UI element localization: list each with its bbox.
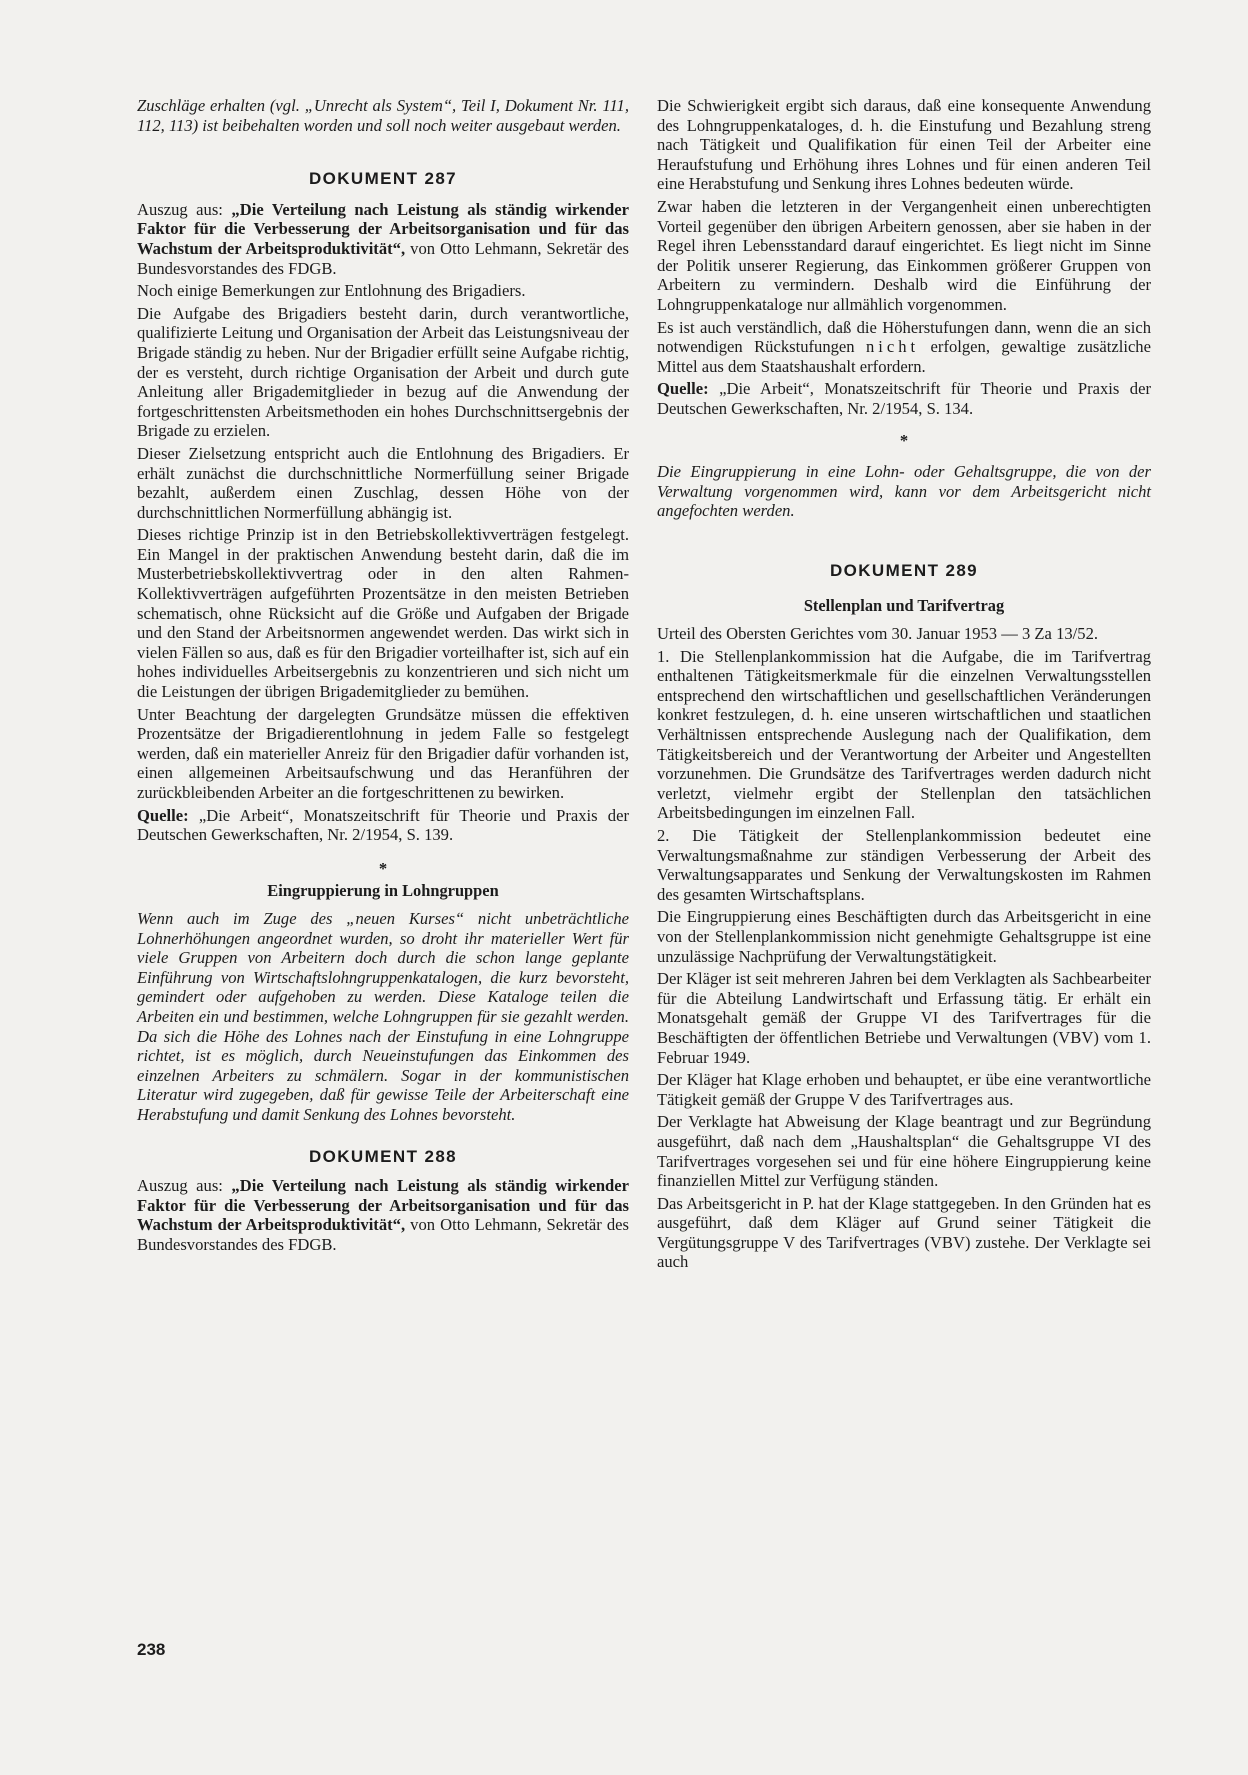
intro-paragraph: Zuschläge erhalten (vgl. „Unrecht als System“, Teil I, Dokument Nr. 111, 112, 113) ist beibehalten worden und soll noch weiter ausgebaut werden.	[137, 96, 629, 135]
source-label: Auszug aus:	[137, 1176, 223, 1196]
right-quelle	[657, 379, 1151, 418]
dokument-287-paragraph-5: Unter Beachtung der dargelegten Grundsätze müssen die effektiven Prozentsätze der Brigadierentlohnung in jedem Falle so festgelegt werden, daß ein materieller Anreiz für den Brigadier dafür vorhanden ist, einen allgemeinen Arbeitsaufschwung und das Heranführen der zurückbleibenden Arbeiter an die fortgeschrittenen zu bewirken.	[137, 704, 629, 802]
source-title: „Die Verteilung nach Leistung als ständig wirkender Faktor für die Verbesserung der Arbeitsorganisation und für das Wachstum der Arbeitsproduktivität“,	[137, 199, 630, 258]
ruling-point-1: 1. Die Stellenplankommission hat die Aufgabe, die im Tarifvertrag enthaltenen Tätigkeitsmerkmale für die einzelnen Verwaltungsstellen entsprechend den wirtschaftlichen und gesellschaftlichen Veränderungen konkret festzulegen, d. h. eine unseren wirtschaftlichen und staatlichen Verhältnissen entsprechende Auslegung nach der Qualifikation, dem Tätigkeitsbereich und der Verantwortung der Arbeiter und Angestellten vorzunehmen. Die Grundsätze des Tarifvertrages werden dadurch nicht verletzt, vielmehr ergibt der Stellenplan den tatsächlichen Arbeitsbedingungen im einzelnen Fall.	[657, 646, 1151, 823]
dokument-287-paragraph-1: Noch einige Bemerkungen zur Entlohnung des Brigadiers.	[137, 281, 526, 301]
quelle-text: „Die Arbeit“, Monatszeitschrift für Theorie und Praxis der Deutschen Gewerkschaften, Nr. 2/1954, S. 134.	[657, 379, 1151, 418]
ruling-paragraph-6: Der Verklagte hat Abweisung der Klage beantragt und zur Begründung ausgeführt, daß nach dem „Haushaltsplan“ die Gehaltsgruppe VI des Tarifvertrages vorgesehen sei und für eine höhere Eingruppierung keine finanziellen Mittel zur Verfügung ständen.	[657, 1112, 1151, 1191]
dokument-288-source	[137, 1176, 629, 1254]
right-column	[657, 96, 1151, 1275]
section-separator-star: *	[899, 430, 909, 450]
ruling-paragraph-7: Das Arbeitsgericht in P. hat der Klage stattgegeben. In den Gründen hat es ausgeführt, daß dem Kläger auf Grund seiner Tätigkeit die Vergütungsgruppe V des Tarifvertrages (VBV) zustehe. Der Verklagte sei auch	[657, 1193, 1151, 1272]
source-label: Auszug aus:	[137, 199, 223, 219]
right-paragraph-2: Zwar haben die letzteren in der Vergangenheit einen unberechtigten Vorteil gegenüber den übrigen Arbeitern genossen, aber sie haben in der Regel ihren Lebensstandard darauf eingerichtet. Es liegt nicht im Sinne der Politik unserer Regierung, das Einkommen größerer Gruppen von Arbeitern zu vermindern. Deshalb wird die Einführung der Lohngruppenkataloge nur allmählich vorgenommen.	[657, 196, 1151, 314]
ruling-paragraph-3: Die Eingruppierung eines Beschäftigten durch das Arbeitsgericht in eine von der Stellenplankommission nicht genehmigte Gehaltsgruppe ist eine unzulässige Nachprüfung der Verwaltungstätigkeit.	[657, 907, 1151, 966]
dokument-287-source	[137, 200, 629, 278]
quelle-label: Quelle:	[137, 805, 189, 825]
eingruppierung-text: Wenn auch im Zuge des „neuen Kurses“ nicht unbeträchtliche Lohnerhöhungen angeordnet wurden, so droht ihr materieller Wert für viele Gruppen von Arbeitern doch durch die schon lange geplante Einführung von Wirtschaftslohngruppenkatalogen, die kurz bevorsteht, gemindert oder aufgehoben zu werden. Diese Kataloge teilen die Arbeiten ein und bestimmen, welche Lohngruppen für sie gezahlt werden. Da sich die Höhe des Lohnes nach der Einstufung in eine Lohngruppe richtet, ist es möglich, durch Neueinstufungen das Einkommen des einzelnen Arbeiters zu schmälern. Sogar in der kommunistischen Literatur wird zugegeben, daß für gewisse Teile der Arbeiterschaft eine Herabstufung und damit Senkung des Lohnes bevorsteht.	[137, 908, 629, 1124]
ruling-paragraph-5: Der Kläger hat Klage erhoben und behauptet, er übe eine verantwortliche Tätigkeit gemäß der Gruppe V des Tarifvertrages aus.	[657, 1070, 1151, 1109]
left-column	[137, 96, 629, 1257]
source-author: von Otto Lehmann, Sekretär des Bundesvorstandes des FDGB.	[137, 238, 629, 278]
urteil-reference: Urteil des Obersten Gerichtes vom 30. Januar 1953 — 3 Za 13/52.	[657, 624, 1099, 644]
dokument-288-heading: DOKUMENT 288	[308, 1146, 458, 1166]
dokument-287-paragraph-4: Dieses richtige Prinzip ist in den Betriebskollektivverträgen festgelegt. Ein Mangel in der praktischen Anwendung besteht darin, daß die im Musterbetriebskollektivvertrag oder in den alten Rahmen-Kollektivverträgen aufgeführten Prozentsätze in den meisten Betrieben schematisch, ohne Rücksicht auf die Größe und Aufgaben der Brigade und den Stand der Arbeitsnormen angewendet werden. Das wirkt sich in vielen Fällen so aus, daß es für den Brigadier vorteilhafter ist, sich auf ein hohes individuelles Arbeitsergebnis zu konzentrieren und sich nicht um die Leistungen der übrigen Brigademitglieder zu bemühen.	[137, 525, 629, 702]
page-number: 238	[137, 1640, 166, 1659]
source-author: von Otto Lehmann, Sekretär des Bundesvorstandes des FDGB.	[137, 1215, 629, 1254]
dokument-287-heading: DOKUMENT 287	[308, 169, 458, 189]
dokument-289-subheading: Stellenplan und Tarifvertrag	[803, 596, 1005, 616]
right-paragraph-3: Es ist auch verständlich, daß die Höherstufungen dann, wenn die an sich notwendigen Rückstufungen nicht erfolgen, gewaltige zusätzliche Mittel aus dem Staatshaushalt erfordern.	[657, 317, 1151, 376]
spaced-nicht: nicht	[865, 337, 920, 357]
quelle-label: Quelle:	[657, 379, 709, 399]
italic-note: Die Eingruppierung in eine Lohn- oder Gehaltsgruppe, die von der Verwaltung vorgenommen wird, kann vor dem Arbeitsgericht nicht angefochten werden.	[657, 462, 1151, 521]
section-separator-star: *	[378, 858, 388, 878]
dokument-287-paragraph-3: Dieser Zielsetzung entspricht auch die Entlohnung des Brigadiers. Er erhält zunächst die durchschnittliche Normerfüllung seiner Brigade bezahlt, außerdem einen Zuschlag, dessen Höhe von der durchschnittlichen Normerfüllung abhängig ist.	[137, 443, 629, 522]
ruling-point-2: 2. Die Tätigkeit der Stellenplankommission bedeutet eine Verwaltungsmaßnahme zur ständigen Verbesserung der Arbeit des Verwaltungsapparates und Senkung der Verwaltungskosten im Rahmen des gesamten Wirtschaftsplans.	[657, 826, 1151, 904]
quelle-text: „Die Arbeit“, Monatszeitschrift für Theorie und Praxis der Deutschen Gewerkschaften, Nr. 2/1954, S. 139.	[137, 805, 629, 845]
right-paragraph-1: Die Schwierigkeit ergibt sich daraus, daß eine konsequente Anwendung des Lohngruppenkataloges, d. h. die Einstufung und Bezahlung streng nach Tätigkeit und Qualifikation für einen Teil der Arbeiter eine Heraufstufung und Erhöhung ihres Lohnes und für einen anderen Teil eine Herabstufung und Senkung ihres Lohnes bedeuten würde.	[657, 96, 1151, 194]
dokument-287-paragraph-2: Die Aufgabe des Brigadiers besteht darin, durch verantwortliche, qualifizierte Leitung und Organisation der Arbeit das Leistungsniveau der Brigade ständig zu heben. Nur der Brigadier erfüllt seine Aufgabe richtig, der es versteht, durch richtige Organisation der Arbeit und durch gute Anleitung aller Brigademitglieder in bezug auf die Anwendung der fortgeschrittensten Arbeitsmethoden ein hohes Durchschnittsergebnis der Brigade zu erzielen.	[137, 303, 629, 441]
dokument-287-quelle	[137, 806, 629, 845]
dokument-289-heading: DOKUMENT 289	[829, 560, 979, 580]
eingruppierung-heading: Eingruppierung in Lohngruppen	[267, 881, 499, 901]
source-title: „Die Verteilung nach Leistung als ständig wirkender Faktor für die Verbesserung der Arbeitsorganisation und für das Wachstum der Arbeitsproduktivität“,	[137, 1176, 630, 1235]
ruling-paragraph-4: Der Kläger ist seit mehreren Jahren bei dem Verklagten als Sachbearbeiter für die Abteilung Landwirtschaft und Erfassung tätig. Er erhält ein Monatsgehalt gemäß der Gruppe VI des Tarifvertrages für die Beschäftigten der öffentlichen Betriebe und Verwaltungen (VBV) vom 1. Februar 1949.	[657, 969, 1151, 1067]
